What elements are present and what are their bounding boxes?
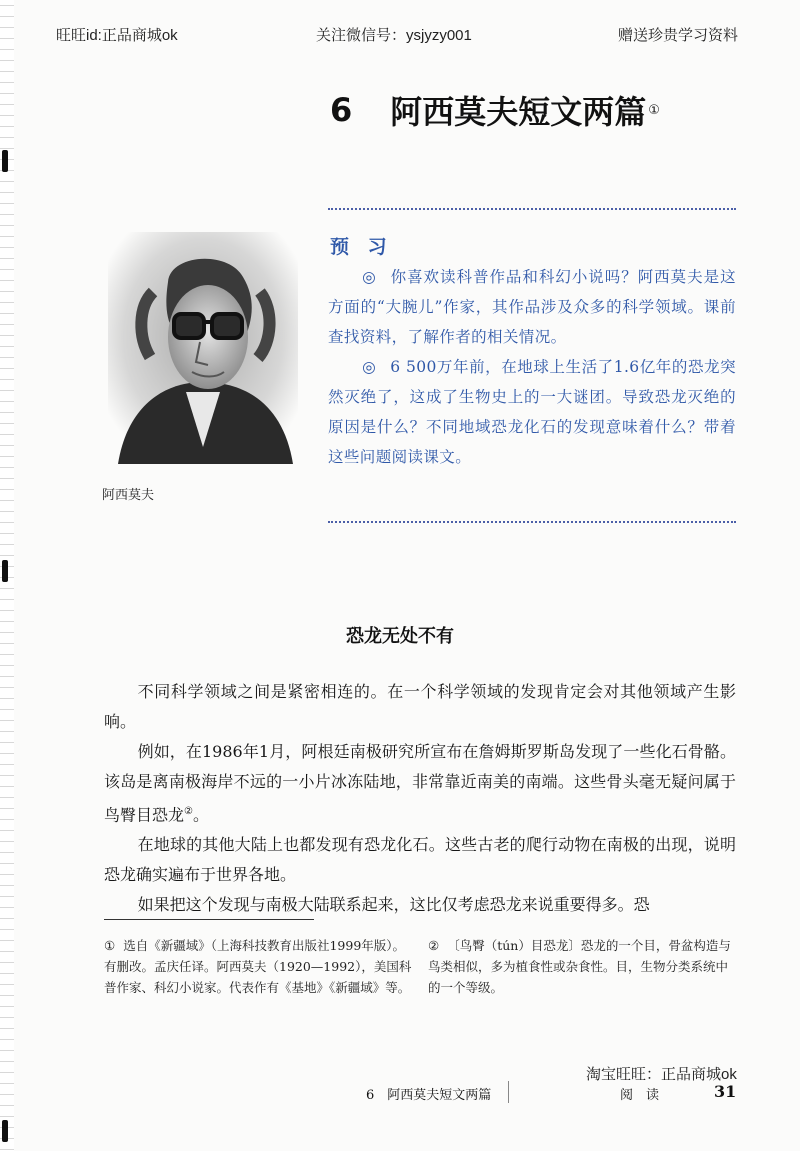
body-paragraph: 在地球的其他大陆上也都发现有恐龙化石。这些古老的爬行动物在南极的出现，说明恐龙确实遍布于世界各地。 — [104, 835, 736, 885]
bullet-icon: ◎ — [362, 268, 377, 286]
watermark-top-right: 赠送珍贵学习资料 — [618, 27, 739, 44]
dotted-rule-top — [328, 208, 736, 210]
preview-paragraph: ◎ 你喜欢读科普作品和科幻小说吗？阿西莫夫是这方面的“大腕儿”作家，其作品涉及众多的科学领域。课前查找资料，了解作者的相关情况。 — [328, 268, 736, 346]
footnote-2: ② 〔鸟臀（tún）目恐龙〕恐龙的一个目，骨盆构造与鸟类相似，多为植食性或杂食性。目，生物分类系统中的一个等级。 — [428, 938, 731, 995]
binding-mark — [2, 560, 8, 582]
chapter-number: 6 — [330, 91, 353, 129]
chapter-title: 阿西莫夫短文两篇 — [390, 93, 647, 131]
footnote-mark: ① — [104, 938, 116, 953]
body-paragraph: 不同科学领域之间是紧密相连的。在一个科学领域的发现肯定会对其他领域产生影响。 — [104, 682, 736, 731]
footnote-ref-1: ① — [648, 102, 660, 118]
preview-paragraph: ◎ 6 500万年前，在地球上生活了1.6亿年的恐龙突然灭绝了，这成了生物史上的一大谜团。导致恐龙灭绝的原因是什么？不同地域恐龙化石的发现意味着什么？带着这些问题阅读课文。 — [328, 358, 736, 466]
watermark-bottom-right: 淘宝旺旺：正品商城ok — [586, 1066, 737, 1083]
footer-section: 阅 读 — [620, 1088, 660, 1103]
body-paragraph: 例如，在1986年1月，阿根廷南极研究所宣布在詹姆斯罗斯岛发现了一些化石骨骼。该岛是离南极海岸不远的一小片冰冻陆地，非常靠近南美的南端。这些骨头毫无疑问属于鸟臀目恐龙②。 — [104, 742, 736, 825]
body-paragraph: 如果把这个发现与南极大陆联系起来，这比仅考虑恐龙来说重要得多。恐 — [137, 895, 650, 915]
preview-box — [328, 262, 736, 472]
binding-mark — [2, 1120, 8, 1142]
footnote-ref-2: ② — [184, 806, 193, 817]
section-title: 恐龙无处不有 — [346, 626, 454, 647]
portrait-caption: 阿西莫夫 — [102, 488, 155, 503]
dotted-rule-bottom — [328, 521, 736, 523]
footnote-mark: ② — [428, 938, 440, 953]
footnote-divider — [104, 919, 314, 920]
binding-mark — [2, 150, 8, 172]
preview-heading: 预 习 — [330, 236, 393, 258]
footer-running-title: 6 阿西莫夫短文两篇 — [366, 1088, 492, 1103]
author-portrait-image — [108, 232, 298, 464]
page-number: 31 — [714, 1082, 737, 1101]
footnote-1: ① 选自《新疆域》（上海科技教育出版社1999年版）。有删改。孟庆任译。阿西莫夫（1920—1992），美国科普作家、科幻小说家。代表作有《基地》《新疆域》等。 — [104, 938, 412, 995]
bullet-icon: ◎ — [362, 358, 377, 376]
watermark-top-center: 关注微信号：ysjyzy001 — [316, 27, 472, 44]
page-edge-binding — [0, 0, 14, 1151]
body-text — [104, 677, 736, 920]
footer-divider — [508, 1081, 509, 1103]
watermark-top-left: 旺旺id:正品商城ok — [56, 27, 178, 44]
chapter-heading — [330, 86, 660, 134]
